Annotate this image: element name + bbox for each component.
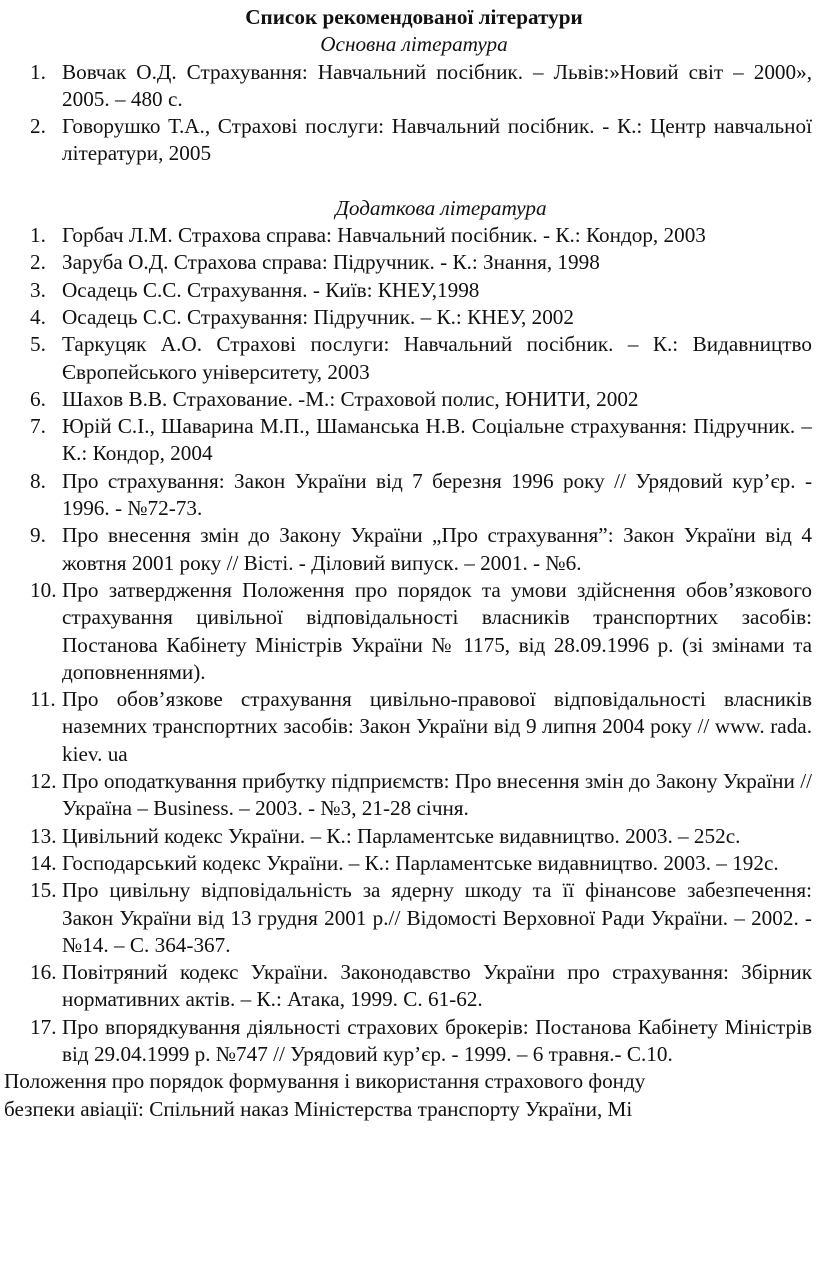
item-number: 5. bbox=[30, 332, 46, 357]
spacer bbox=[0, 168, 816, 195]
list-item bbox=[0, 823, 816, 850]
list-item bbox=[0, 113, 816, 168]
item-text: Про впорядкування діяльності страхових брокерів: Постанова Кабінету Міністрів від 29.04.1999 р. №747 // Урядовий кур’єр. - 1999. – 6 травня.- С.10. bbox=[62, 1014, 812, 1066]
item-text: Шахов В.В. Страхование. -М.: Страховой полис, ЮНИТИ, 2002 bbox=[62, 386, 639, 411]
list-item bbox=[0, 686, 816, 768]
list-item bbox=[0, 959, 816, 1014]
page-title: Список рекомендованої літератури bbox=[245, 5, 583, 29]
item-text: Господарський кодекс України. – К.: Парламентське видавництво. 2003. – 192с. bbox=[62, 850, 779, 875]
list-item bbox=[0, 768, 816, 823]
item-number: 16. bbox=[30, 960, 57, 985]
list-item bbox=[0, 1014, 816, 1069]
list-item bbox=[0, 59, 816, 114]
item-number: 13. bbox=[30, 823, 57, 848]
item-number: 3. bbox=[30, 277, 46, 302]
item-number: 2. bbox=[30, 250, 46, 275]
item-text: Повітряний кодекс України. Законодавство України про страхування: Збірник нормативних актів. – К.: Атака, 1999. С. 61-62. bbox=[62, 960, 812, 1012]
item-number: 7. bbox=[30, 414, 46, 439]
item-number: 2. bbox=[30, 114, 46, 139]
list-item bbox=[0, 877, 816, 959]
list-item bbox=[0, 304, 816, 331]
item-number: 4. bbox=[30, 304, 46, 329]
item-text: Про обов’язкове страхування цивільно-правової відповідальності власників наземних транспортних засобів: Закон України від 9 липня 2004 року // www. rada. kiev. ua bbox=[62, 687, 812, 766]
item-text: Осадець С.С. Страхування: Підручник. – К.: КНЕУ, 2002 bbox=[62, 304, 574, 329]
item-text: Заруба О.Д. Страхова справа: Підручник. - К.: Знання, 1998 bbox=[62, 250, 600, 275]
list-item bbox=[0, 222, 816, 249]
item-number: 6. bbox=[30, 386, 46, 411]
item-number: 15. bbox=[30, 878, 57, 903]
trailing-paragraph-line: безпеки авіації: Спільний наказ Міністерства транспорту України, Мі bbox=[4, 1096, 633, 1121]
list-item bbox=[0, 249, 816, 276]
item-text: Цивільний кодекс України. – К.: Парламентське видавництво. 2003. – 252с. bbox=[62, 823, 741, 848]
item-number: 12. bbox=[30, 769, 57, 794]
item-text: Про оподаткування прибутку підприємств: Про внесення змін до Закону України // Україна – Business. – 2003. - №3, 21-28 січня. bbox=[62, 769, 812, 821]
list-item bbox=[0, 468, 816, 523]
item-text: Осадець С.С. Страхування. - Київ: КНЕУ,1998 bbox=[62, 277, 480, 302]
extra-literature-heading: Додаткова література bbox=[335, 195, 547, 220]
item-number: 11. bbox=[30, 687, 56, 712]
item-number: 1. bbox=[30, 223, 46, 248]
item-text: Вовчак О.Д. Страхування: Навчальний посібник. – Львів:»Новий світ – 2000», 2005. – 480 с. bbox=[62, 59, 812, 111]
item-text: Про затвердження Положення про порядок та умови здійснення обов’язкового страхування цивільної відповідальності власників транспортних засобів: Постанова Кабінету Міністрів України № 1175, від 28.09.1996 р. (зі змінами та доповненнями). bbox=[62, 577, 812, 684]
list-item bbox=[0, 413, 816, 468]
extra-literature-list bbox=[0, 222, 816, 1068]
item-number: 9. bbox=[30, 523, 46, 548]
list-item bbox=[0, 850, 816, 877]
trailing-paragraph-line: Положення про порядок формування і використання страхового фонду bbox=[4, 1069, 646, 1094]
item-text: Про внесення змін до Закону України „Про страхування”: Закон України від 4 жовтня 2001 року // Вісті. - Діловий випуск. – 2001. - №6. bbox=[62, 523, 812, 575]
list-item bbox=[0, 277, 816, 304]
list-item bbox=[0, 386, 816, 413]
list-item bbox=[0, 522, 816, 577]
list-item bbox=[0, 577, 816, 686]
main-literature-list bbox=[0, 59, 816, 168]
item-text: Говорушко Т.А., Страхові послуги: Навчальний посібник. - К.: Центр навчальної літератури, 2005 bbox=[62, 114, 812, 166]
main-literature-heading: Основна література bbox=[320, 32, 508, 57]
item-number: 10. bbox=[30, 577, 57, 602]
item-number: 14. bbox=[30, 850, 57, 875]
item-number: 1. bbox=[30, 59, 46, 84]
item-text: Юрій С.І., Шаварина М.П., Шаманська Н.В. Соціальне страхування: Підручник. – К.: Кондор, 2004 bbox=[62, 414, 812, 466]
item-text: Про страхування: Закон України від 7 березня 1996 року // Урядовий кур’єр. - 1996. - №72-73. bbox=[62, 468, 812, 521]
item-text: Про цивільну відповідальність за ядерну шкоду та її фінансове забезпечення: Закон України від 13 грудня 2001 р.// Відомості Верховної Ради України. – 2002. - №14. – С. 364-367. bbox=[62, 878, 812, 957]
item-text: Таркуцяк А.О. Страхові послуги: Навчальний посібник. – К.: Видавництво Європейського університету, 2003 bbox=[62, 332, 812, 384]
item-text: Горбач Л.М. Страхова справа: Навчальний посібник. - К.: Кондор, 2003 bbox=[62, 223, 706, 248]
list-item bbox=[0, 331, 816, 386]
item-number: 8. bbox=[30, 468, 46, 493]
item-number: 17. bbox=[30, 1014, 57, 1039]
